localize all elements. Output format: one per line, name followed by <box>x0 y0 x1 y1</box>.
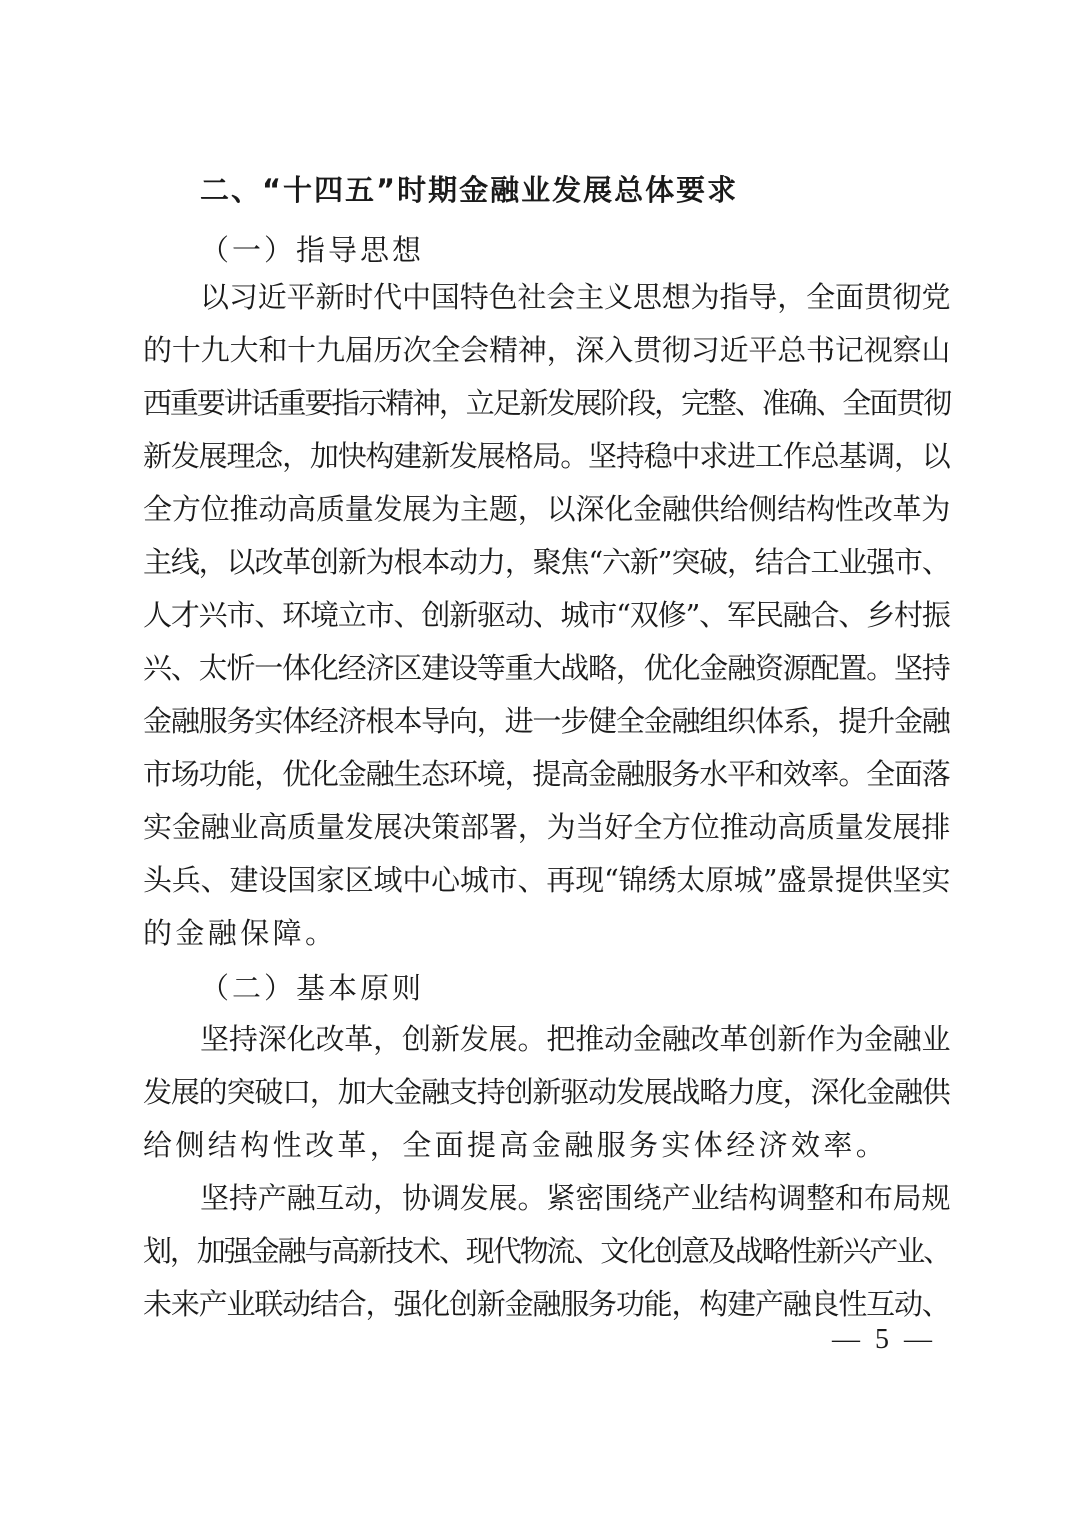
text-line: 坚持深化改革，创新发展。把推动金融改革创新作为金融业 <box>200 1022 951 1056</box>
text-line: 未来产业联动结合，强化创新金融服务功能，构建产融良性互动、 <box>143 1287 950 1321</box>
text-line: 以习近平新时代中国特色社会主义思想为指导，全面贯彻党 <box>200 280 951 314</box>
section-heading: 二、“十四五”时期金融业发展总体要求 <box>200 173 739 207</box>
text-line: 全方位推动高质量发展为主题，以深化金融供给侧结构性改革为 <box>143 492 951 526</box>
page-number: — 5 — <box>832 1324 936 1355</box>
text-line: 头兵、建设国家区域中心城市、再现“锦绣太原城”盛景提供坚实 <box>143 863 951 897</box>
text-line: 新发展理念，加快构建新发展格局。坚持稳中求进工作总基调，以 <box>143 439 950 473</box>
subsection-title-basic-principles: （二）基本原则 <box>200 971 425 1005</box>
text-line: 的十九大和十九届历次全会精神，深入贯彻习近平总书记视察山 <box>143 333 951 367</box>
text-line: 实金融业高质量发展决策部署，为当好全方位推动高质量发展排 <box>143 810 951 844</box>
text-line: 划，加强金融与高新技术、现代物流、文化创意及战略性新兴产业、 <box>143 1234 951 1268</box>
subsection-title-guiding-ideology: （一）指导思想 <box>200 233 425 267</box>
text-line: 金融服务实体经济根本导向，进一步健全金融组织体系，提升金融 <box>143 704 950 738</box>
text-line: 发展的突破口，加大金融支持创新驱动发展战略力度，深化金融供 <box>143 1075 950 1109</box>
text-line: 人才兴市、环境立市、创新驱动、城市“双修”、军民融合、乡村振 <box>143 598 950 632</box>
text-line: 坚持产融互动，协调发展。紧密围绕产业结构调整和布局规 <box>200 1181 951 1215</box>
text-line: 主线，以改革创新为根本动力，聚焦“六新”突破，结合工业强市、 <box>143 545 950 579</box>
text-line: 兴、太忻一体化经济区建设等重大战略，优化金融资源配置。坚持 <box>143 651 950 685</box>
text-line: 西重要讲话重要指示精神，立足新发展阶段，完整、准确、全面贯彻 <box>143 386 951 420</box>
text-line: 市场功能，优化金融生态环境，提高金融服务水平和效率。全面落 <box>143 757 950 791</box>
text-line: 给侧结构性改革，全面提高金融服务实体经济效率。 <box>143 1128 889 1162</box>
text-line: 的金融保障。 <box>143 916 338 950</box>
